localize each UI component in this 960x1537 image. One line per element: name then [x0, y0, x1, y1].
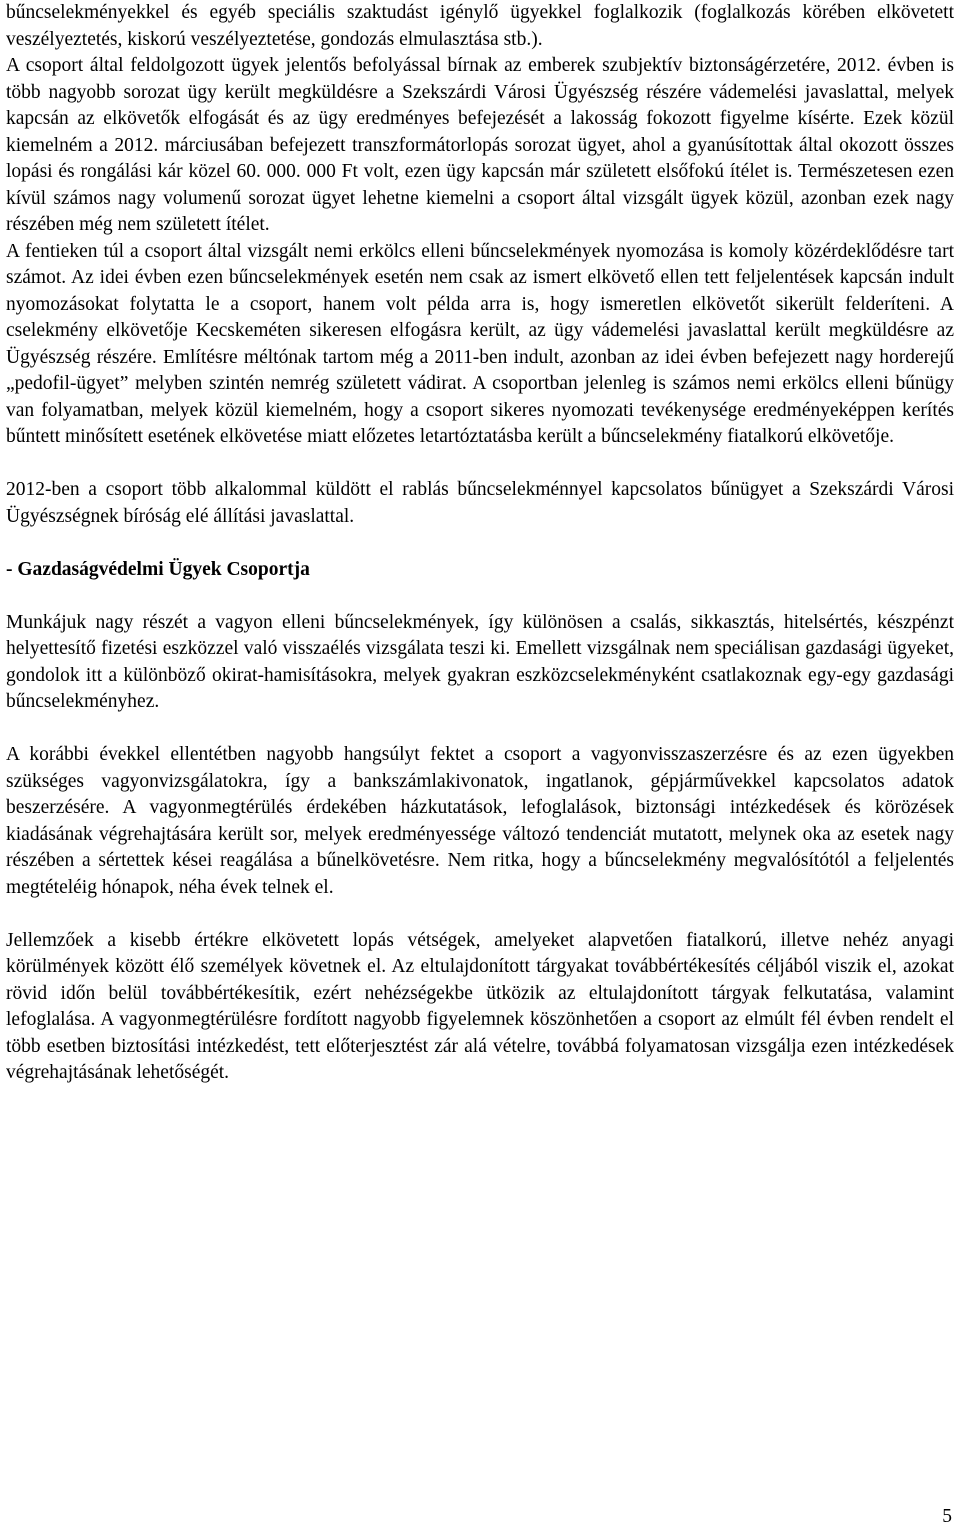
paragraph-theft-offences: Jellemzőek a kisebb értékre elkövetett lopás vétségek, amelyeket alapvetően fiatalkorú, illetve nehéz anyagi körülmények között élő személyek követnek el. Az eltulajdonított tárgyakat továbbértékesítés céljából viszik el, azokat rövid időn belül továbbértékesítik, ezért nehézségekbe ütközik az eltulajdonított tárgyak felkutatása, valamint lefoglalása. A vagyonmegtérülésre fordított nagyobb figyelemnek köszönhetően a csoport az elmúlt fél évben rendelt el több esetben biztosítási intézkedést, tett előterjesztést zár alá vételre, továbbá folyamatosan vizsgálja ezen intézkedések végrehajtásának lehetőségét. — [6, 929, 954, 1083]
paragraph-asset-recovery: A korábbi évekkel ellentétben nagyobb hangsúlyt fektet a csoport a vagyonvisszaszerzésre és az ezen ügyekben szükséges vagyonvizsgálatokra, így a bankszámlakivonatok, ingatlanok, gépjárművekkel kapcsolatos adatok beszerzésére. A vagyonmegtérülés érdekében házkutatások, lefoglalások, biztonsági intézkedések és körözések kiadásának végrehajtására került sor, melyek eredményessége változó tendenciát mutatott, melynek oka az esetek nagy részében a sértettek kései reagálása a bűnelkövetésre. Nem ritka, hogy a bűncselekmény megvalósítótól a feljelentés megtételéig hónapok, néha évek telnek el. — [6, 744, 954, 898]
paragraph-sexual-offences: A fentieken túl a csoport által vizsgált nemi erkölcs elleni bűncselekmények nyomozása is komoly közérdeklődésre tart számot. Az idei évben ezen bűncselekmények esetén nem csak az ismert elkövető ellen tett feljelentések kapcsán indult nyomozásokat folytatta le a csoport, hanem volt példa arra is, hogy ismeretlen elkövetőt sikerült felderíteni. A cselekmény elkövetője Kecskeméten sikeresen elfogásra került, az ügy vádemelési javaslattal került megküldésre az Ügyészség részére. Említésre méltónak tartom még a 2011-ben indult, azonban az idei évben befejezett nagy horderejű „pedofil-ügyet” melyben szintén nemrég született vádirat. A csoportban jelenleg is számos nemi erkölcs elleni bűnügy van folyamatban, melyek közül kiemelném, hogy a csoport sikeres nyomozati tevékenysége eredményeképpen kerítés bűntett minősített esetének elkövetése miatt előzetes letartóztatásba került a bűncselekmény fiatalkorú elkövetője. — [6, 240, 954, 447]
paragraph-economic-work: Munkájuk nagy részét a vagyon elleni bűncselekmények, így különösen a csalás, sikkasztás, hitelsértés, készpénzt helyettesítő fizetési eszközzel való visszaélés vizsgálata teszi ki. Emellett vizsgálnak nem speciálisan gazdasági ügyeket, gondolok itt a különböző okirat-hamisításokra, melyek gyakran eszközcselekményként csatlakoznak egy-egy gazdasági bűncselekményhez. — [6, 611, 954, 712]
paragraph-series-cases: A csoport által feldolgozott ügyek jelentős befolyással bírnak az emberek szubjektív biztonságérzetére, 2012. évben is több nagyobb sorozat ügy került megküldésre a Szekszárdi Városi Ügyészség részére vádemelési javaslattal, melyek kapcsán az elkövetők elfogását és az ügy eredményes befejezését a lakosság fokozott figyelme kísérte. Ezek közül kiemelném a 2012. márciusában befejezett transzformátorlopás sorozat ügyet, ahol a gyanúsítottak által okozott összes lopási és rongálási kár közel 60. 000. 000 Ft volt, ezen ügy kapcsán már született elsőfokú ítélet is. Természetesen ezen kívül számos nagy volumenű sorozat ügyet lehetne kiemelni a csoport által vizsgált ügyek közül, azonban ezek nagy részében még nem született ítélet. — [6, 55, 954, 235]
paragraph-robbery: 2012-ben a csoport több alkalommal küldött el rablás bűncselekménnyel kapcsolatos bűnügyet a Szekszárdi Városi Ügyészségnek bíróság elé állítási javaslattal. — [6, 479, 954, 527]
section-heading: - Gazdaságvédelmi Ügyek Csoportja — [6, 558, 310, 580]
paragraph-continuation: bűncselekményekkel és egyéb speciális szaktudást igénylő ügyekkel foglalkozik (foglalkozás körében elkövetett veszélyeztetés, kiskorú veszélyeztetése, gondozás elmulasztása stb.). — [6, 2, 954, 50]
document-page — [6, 0, 954, 1087]
page-number: 5 — [942, 1506, 952, 1527]
